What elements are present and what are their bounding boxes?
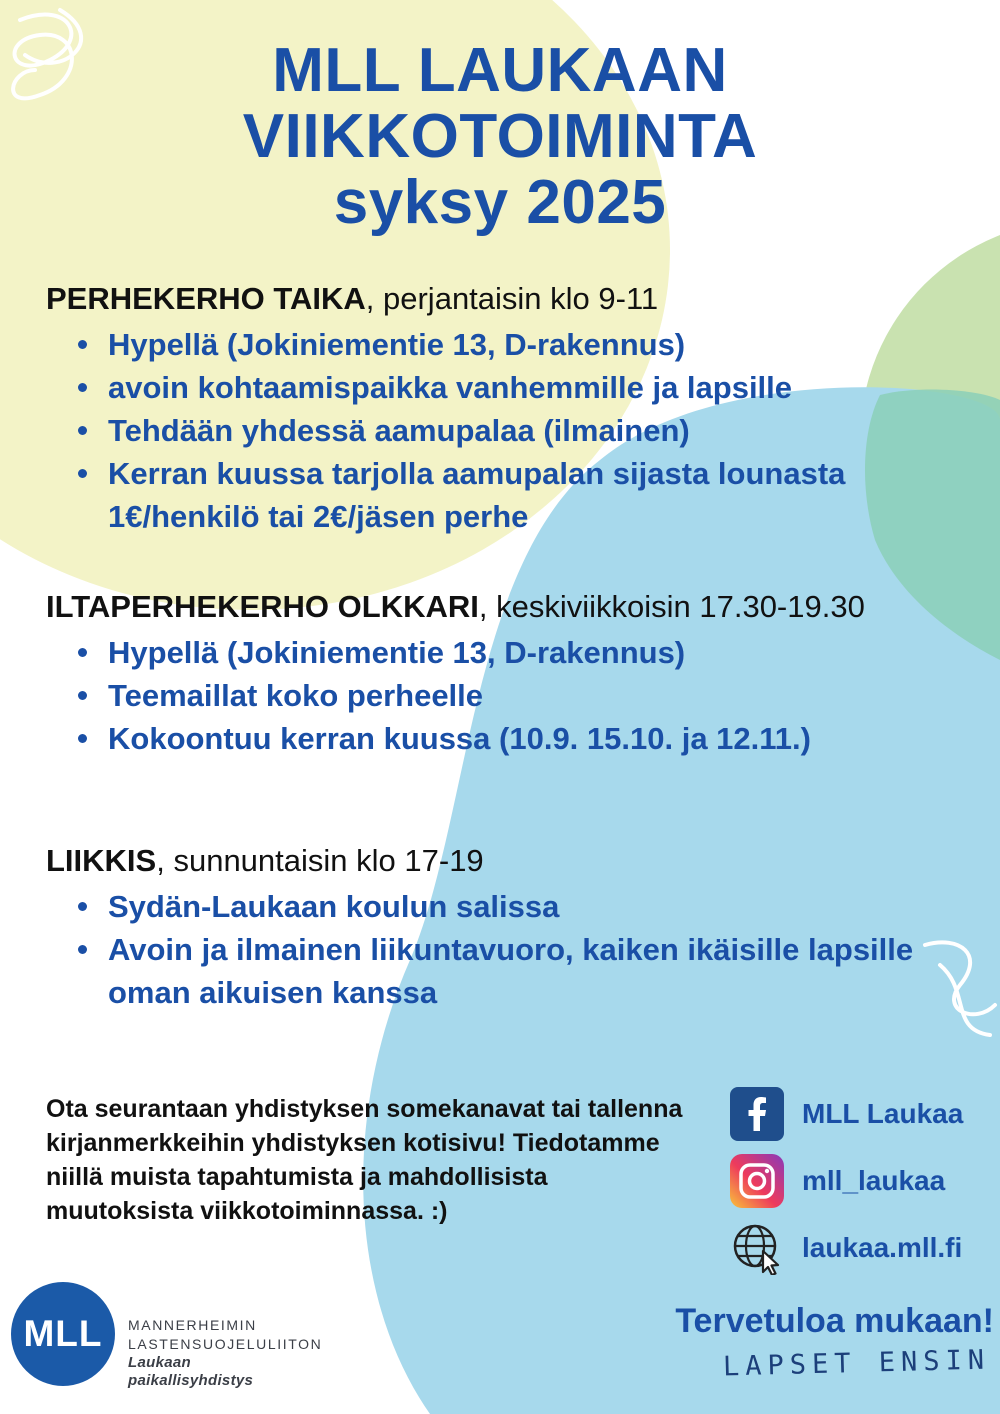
list-item: Tehdään yhdessä aamupalaa (ilmainen) xyxy=(46,409,966,452)
section-list xyxy=(46,323,966,538)
social-label[interactable]: MLL Laukaa xyxy=(802,1098,964,1129)
section-schedule: , sunnuntaisin klo 17-19 xyxy=(156,843,484,878)
logo-line-2: LASTENSUOJELULIITON xyxy=(128,1336,323,1352)
list-item: avoin kohtaamispaikka vanhemmille ja lapsille xyxy=(46,366,966,409)
welcome-text: Tervetuloa mukaan! xyxy=(675,1302,994,1340)
section-schedule: , keskiviikkoisin 17.30-19.30 xyxy=(478,589,865,624)
mll-logo xyxy=(8,1282,338,1392)
logo-text xyxy=(128,1316,322,1390)
globe-cursor-icon xyxy=(730,1221,784,1275)
section-name: ILTAPERHEKERHO OLKKARI xyxy=(46,589,479,624)
social-links xyxy=(730,1087,995,1288)
section-liikkis xyxy=(46,839,946,1014)
social-label[interactable]: mll_laukaa xyxy=(802,1165,946,1196)
title-line-3: syksy 2025 xyxy=(333,168,667,237)
section-heading xyxy=(46,277,966,321)
follow-text: Ota seurantaan yhdistyksen somekanavat tai tallenna kirjanmerkkeihin yhdistyksen kotisivu! Tiedotamme niillä muista tapahtumista ja mahdollisista muutoksista viikkotoiminnassa. :) xyxy=(46,1095,683,1225)
section-heading xyxy=(46,585,961,629)
section-list xyxy=(46,885,946,1014)
section-list xyxy=(46,631,961,760)
section-iltaperhekerho-olkkari xyxy=(46,585,961,760)
social-label[interactable]: laukaa.mll.fi xyxy=(802,1232,963,1263)
logo-line-3: Laukaan xyxy=(128,1354,191,1371)
section-perhekerho-taika xyxy=(46,277,966,538)
social-website[interactable] xyxy=(730,1221,995,1275)
section-schedule: , perjantaisin klo 9-11 xyxy=(365,281,659,316)
facebook-icon xyxy=(730,1087,784,1141)
page-title xyxy=(0,38,1000,236)
list-item: Hypellä (Jokiniementie 13, D-rakennus) xyxy=(46,631,961,674)
logo-abbreviation: MLL xyxy=(23,1313,103,1354)
slogan-text: LAPSET ENSIN xyxy=(722,1344,991,1383)
section-name: LIIKKIS xyxy=(46,843,157,878)
section-name: PERHEKERHO TAIKA xyxy=(46,281,366,316)
logo-badge xyxy=(11,1282,115,1386)
list-item: Kokoontuu kerran kuussa (10.9. 15.10. ja 12.11.) xyxy=(46,717,961,760)
logo-line-4: paikallisyhdistys xyxy=(128,1372,254,1389)
title-line-2: VIIKKOTOIMINTA xyxy=(242,102,758,171)
social-instagram[interactable] xyxy=(730,1154,995,1208)
logo-line-1: MANNERHEIMIN xyxy=(128,1317,257,1333)
list-item: Hypellä (Jokiniementie 13, D-rakennus) xyxy=(46,323,966,366)
list-item: Teemaillat koko perheelle xyxy=(46,674,961,717)
social-facebook[interactable] xyxy=(730,1087,995,1141)
title-line-1: MLL LAUKAAN xyxy=(272,36,728,105)
list-item: Avoin ja ilmainen liikuntavuoro, kaiken ikäisille lapsille oman aikuisen kanssa xyxy=(46,928,946,1014)
instagram-icon xyxy=(730,1154,784,1208)
section-heading xyxy=(46,839,946,883)
list-item: Sydän-Laukaan koulun salissa xyxy=(46,885,946,928)
list-item: Kerran kuussa tarjolla aamupalan sijasta lounasta 1€/henkilö tai 2€/jäsen perhe xyxy=(46,452,966,538)
